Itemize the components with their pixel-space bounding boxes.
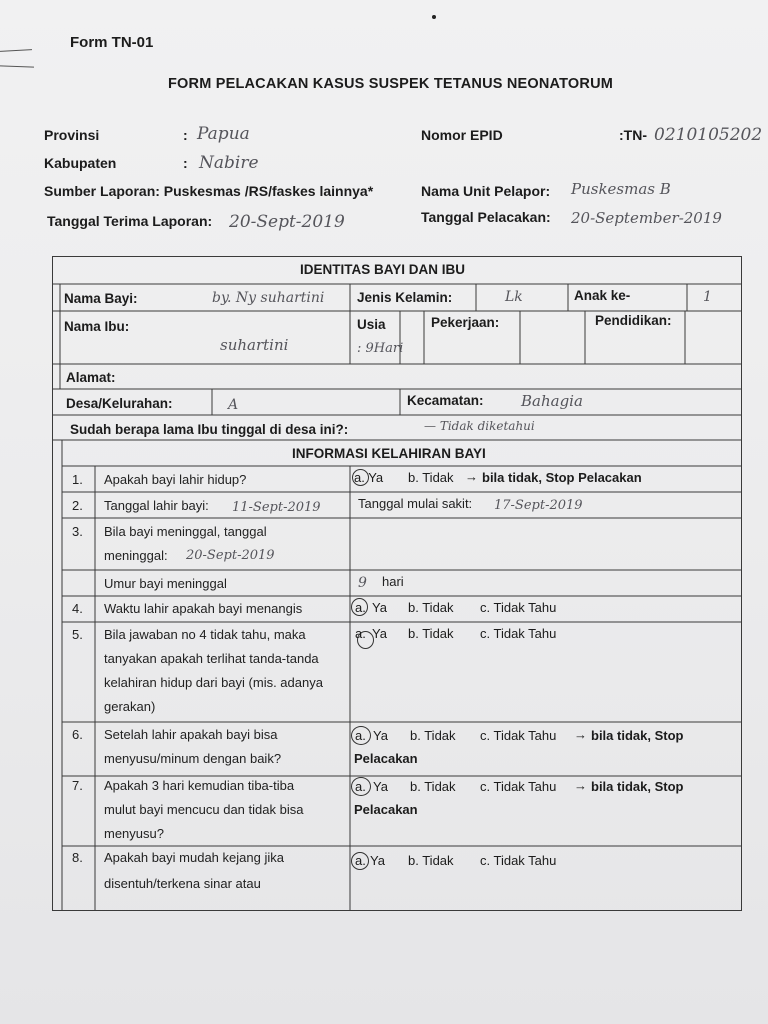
q8-option-tidak-tahu: c. Tidak Tahu (480, 853, 557, 868)
nama-ibu-label: Nama Ibu: (64, 319, 130, 334)
sumber-laporan-label: Sumber Laporan: Puskesmas /RS/faskes lainnya* (44, 183, 374, 199)
unit-pelapor-label: Nama Unit Pelapor: (421, 183, 551, 199)
pekerjaan-label: Pekerjaan: (431, 315, 500, 330)
arrow-icon: → (574, 778, 587, 793)
q6-number: 6. (72, 727, 83, 742)
q7-option-tidak-tahu: c. Tidak Tahu (480, 779, 557, 794)
q6-option-tidak: b. Tidak (410, 728, 456, 743)
q5-option-tidak: b. Tidak (408, 626, 454, 641)
nama-bayi-label: Nama Bayi: (64, 291, 138, 306)
q7-option-tidak: b. Tidak (410, 779, 456, 794)
q4-option-ya: Ya (372, 600, 387, 615)
q6-stop: bila tidak, Stop (591, 728, 684, 743)
q7-pelacakan: Pelacakan (354, 802, 418, 817)
q5-number: 5. (72, 627, 83, 642)
margin-mark (0, 65, 34, 67)
tanggal-pelacakan-value: 20-September-2019 (571, 209, 722, 227)
q7-stop: bila tidak, Stop (591, 779, 684, 794)
q3-line1: Bila bayi meninggal, tanggal (104, 524, 267, 539)
usia-label: Usia (357, 317, 386, 332)
kabupaten-colon: : (183, 155, 188, 171)
q2-value: 11-Sept-2019 (232, 500, 321, 515)
desa-label: Desa/Kelurahan: (66, 396, 173, 411)
epid-label: Nomor EPID (421, 127, 503, 143)
arrow-icon: → (465, 469, 478, 484)
q7-line2: mulut bayi mencucu dan tidak bisa (104, 802, 304, 817)
q1-number: 1. (72, 472, 83, 487)
q1-option-tidak: b. Tidak (408, 470, 454, 485)
margin-mark (0, 49, 32, 52)
q5-line3: kelahiran hidup dari bayi (mis. adanya (104, 675, 323, 690)
form-title: FORM PELACAKAN KASUS SUSPEK TETANUS NEONATORUM (168, 76, 614, 92)
desa-value: A (228, 397, 239, 413)
q7-line3: menyusu? (104, 826, 164, 841)
q7-line1: Apakah 3 hari kemudian tiba-tiba (104, 778, 295, 793)
provinsi-label: Provinsi (44, 127, 100, 143)
q6-line2: menyusu/minum dengan baik? (104, 751, 282, 766)
q4-number: 4. (72, 601, 83, 616)
q6-option-ya: Ya (373, 728, 388, 743)
q8-option-tidak: b. Tidak (408, 853, 454, 868)
q8-option-ya: Ya (370, 853, 385, 868)
q8-line1: Apakah bayi mudah kejang jika (104, 850, 284, 865)
umur-unit: hari (382, 574, 404, 589)
arrow-icon: → (574, 727, 587, 742)
q6-option-tidak-tahu: c. Tidak Tahu (480, 728, 557, 743)
q2-label: Tanggal lahir bayi: (104, 498, 209, 513)
q7-number: 7. (72, 778, 83, 793)
unit-pelapor-value: Puskesmas B (571, 180, 671, 198)
q7-option-ya: Ya (373, 779, 388, 794)
q5-option-a: a. (355, 626, 366, 641)
kecamatan-label: Kecamatan: (407, 393, 484, 408)
q6-pelacakan: Pelacakan (354, 751, 418, 766)
pendidikan-label: Pendidikan: (595, 313, 672, 328)
nama-bayi-value: by. Ny suhartini (212, 290, 325, 306)
q2-number: 2. (72, 498, 83, 513)
q7-option-a: a. (355, 779, 366, 794)
tanggal-pelacakan-label: Tanggal Pelacakan: (421, 209, 551, 225)
anak-ke-label: Anak ke- (574, 288, 631, 303)
provinsi-value: Papua (197, 124, 250, 144)
umur-label: Umur bayi meninggal (104, 576, 227, 591)
umur-value: 9 (358, 575, 367, 591)
q5-line4: gerakan) (104, 699, 156, 714)
q4-option-tidak-tahu: c. Tidak Tahu (480, 600, 557, 615)
section-heading-kelahiran: INFORMASI KELAHIRAN BAYI (292, 446, 486, 461)
form-code: Form TN-01 (70, 34, 154, 51)
q5-line1: Bila jawaban no 4 tidak tahu, maka (104, 627, 306, 642)
q1-answer-circle (352, 469, 369, 486)
q2-sakit-label: Tanggal mulai sakit: (358, 496, 473, 511)
lama-tinggal-value: — Tidak diketahui (424, 419, 535, 433)
q4-option-a: a. (355, 600, 366, 615)
q6-line1: Setelah lahir apakah bayi bisa (104, 727, 278, 742)
q3-line2: meninggal: (104, 548, 168, 563)
q3-number: 3. (72, 524, 83, 539)
epid-prefix: :TN- (619, 127, 647, 143)
jenis-kelamin-value: Lk (505, 289, 523, 305)
q8-option-a: a. (355, 853, 366, 868)
anak-ke-value: 1 (703, 289, 712, 305)
q1-text: Apakah bayi lahir hidup? (104, 472, 247, 487)
q5-line2: tanyakan apakah terlihat tanda-tanda (104, 651, 319, 666)
nama-ibu-value: suhartini (220, 336, 289, 354)
section-heading-identitas: IDENTITAS BAYI DAN IBU (300, 262, 466, 277)
ink-dot (432, 15, 436, 19)
tanggal-terima-value: 20-Sept-2019 (229, 212, 345, 232)
q4-option-tidak: b. Tidak (408, 600, 454, 615)
lama-tinggal-label: Sudah berapa lama Ibu tinggal di desa ini?: (70, 422, 349, 437)
q5-option-tidak-tahu: c. Tidak Tahu (480, 626, 557, 641)
provinsi-colon: : (183, 127, 188, 143)
q6-option-a: a. (355, 728, 366, 743)
q5-option-ya: Ya (372, 626, 387, 641)
q8-line2: disentuh/terkena sinar atau (104, 876, 261, 891)
q2-sakit-value: 17-Sept-2019 (494, 498, 583, 513)
q1-option-ya: a. Ya (354, 470, 384, 485)
kabupaten-value: Nabire (199, 153, 259, 173)
q4-text: Waktu lahir apakah bayi menangis (104, 601, 303, 616)
tanggal-terima-label: Tanggal Terima Laporan: (47, 213, 213, 229)
usia-value: : 9Hari (357, 341, 404, 356)
kecamatan-value: Bahagia (521, 392, 583, 410)
epid-value: 0210105202 (654, 125, 763, 145)
jenis-kelamin-label: Jenis Kelamin: (357, 290, 453, 305)
alamat-label: Alamat: (66, 370, 116, 385)
q1-stop: bila tidak, Stop Pelacakan (482, 470, 642, 485)
identitas-kelahiran-table (52, 256, 743, 912)
q8-number: 8. (72, 850, 83, 865)
q3-value: 20-Sept-2019 (186, 548, 275, 563)
kabupaten-label: Kabupaten (44, 155, 117, 171)
